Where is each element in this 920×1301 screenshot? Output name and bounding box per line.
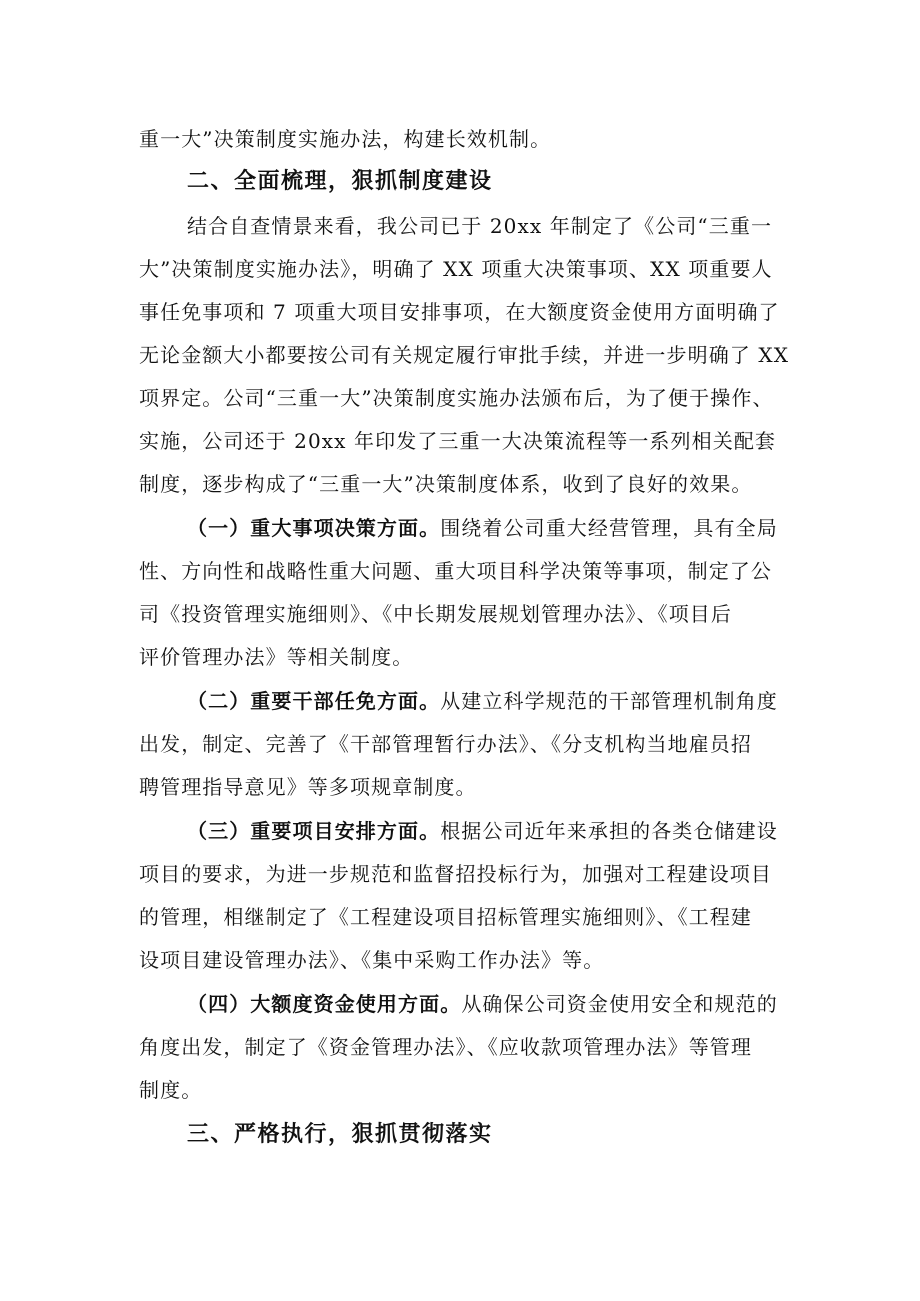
paragraph-line: 实施，公司还于 20xx 年印发了三重一大决策流程等一系列相关配套 [139, 429, 777, 453]
section-3-heading: 三、严格执行，狠抓贯彻落实 [187, 1122, 493, 1147]
paragraph-line: 事任免事项和 7 项重大项目安排事项，在大额度资金使用方面明确了 [139, 300, 780, 324]
item-3-first-line [187, 816, 778, 846]
item-3-line: 的管理，相继制定了《工程建设项目招标管理实施细则》、《工程建 [139, 905, 752, 929]
item-1-first-line [187, 513, 778, 543]
item-4-line: 制度。 [139, 1078, 203, 1102]
item-3-title: （三）重要项目安排方面。 [187, 819, 441, 843]
item-1-line: 评价管理办法》等相关制度。 [139, 645, 414, 669]
item-3-line: 设项目建设管理办法》、《集中采购工作办法》等。 [139, 948, 605, 972]
item-1-line: 司《投资管理实施细则》、《中长期发展规划管理办法》、《项目后 [139, 602, 732, 626]
paragraph-line: 大”决策制度实施办法》，明确了 XX 项重大决策事项、XX 项重要人 [139, 257, 773, 281]
item-2-title: （二）重要干部任免方面。 [187, 689, 441, 713]
item-1-text: 围绕着公司重大经营管理，具有全局 [440, 516, 778, 540]
item-2-line: 出发，制定、完善了《干部管理暂行办法》、《分支机构当地雇员招 [139, 732, 752, 756]
item-1-line: 性、方向性和战略性重大问题、重大项目科学决策等事项，制定了公 [139, 559, 772, 583]
item-2-line: 聘管理指导意见》等多项规章制度。 [139, 775, 477, 799]
section-2-heading: 二、全面梳理，狠抓制度建设 [187, 169, 493, 194]
item-3-line: 项目的要求，为进一步规范和监督招投标行为，加强对工程建设项目 [139, 862, 772, 886]
item-3-text: 根据公司近年来承担的各类仓储建设 [440, 819, 778, 843]
paragraph-line: 制度，逐步构成了“三重一大”决策制度体系，收到了良好的效果。 [139, 472, 753, 496]
item-2-first-line [187, 686, 778, 716]
item-4-title: （四）大额度资金使用方面。 [187, 992, 462, 1016]
item-2-text: 从建立科学规范的干部管理机制角度 [440, 689, 778, 713]
intro-line: 重一大”决策制度实施办法，构建长效机制。 [139, 127, 552, 151]
paragraph-line: 项界定。公司“三重一大”决策制度实施办法颁布后，为了便于操作、 [139, 386, 774, 410]
item-1-title: （一）重大事项决策方面。 [187, 516, 441, 540]
paragraph-line: 无论金额大小都要按公司有关规定履行审批手续，并进一步明确了 XX [139, 343, 790, 367]
item-4-first-line [187, 989, 778, 1019]
item-4-line: 角度出发，制定了《资金管理办法》、《应收款项管理办法》等管理 [139, 1035, 752, 1059]
paragraph-line: 结合自查情景来看，我公司已于 20xx 年制定了《公司“三重一 [187, 214, 773, 238]
item-4-text: 从确保公司资金使用安全和规范的 [461, 992, 778, 1016]
